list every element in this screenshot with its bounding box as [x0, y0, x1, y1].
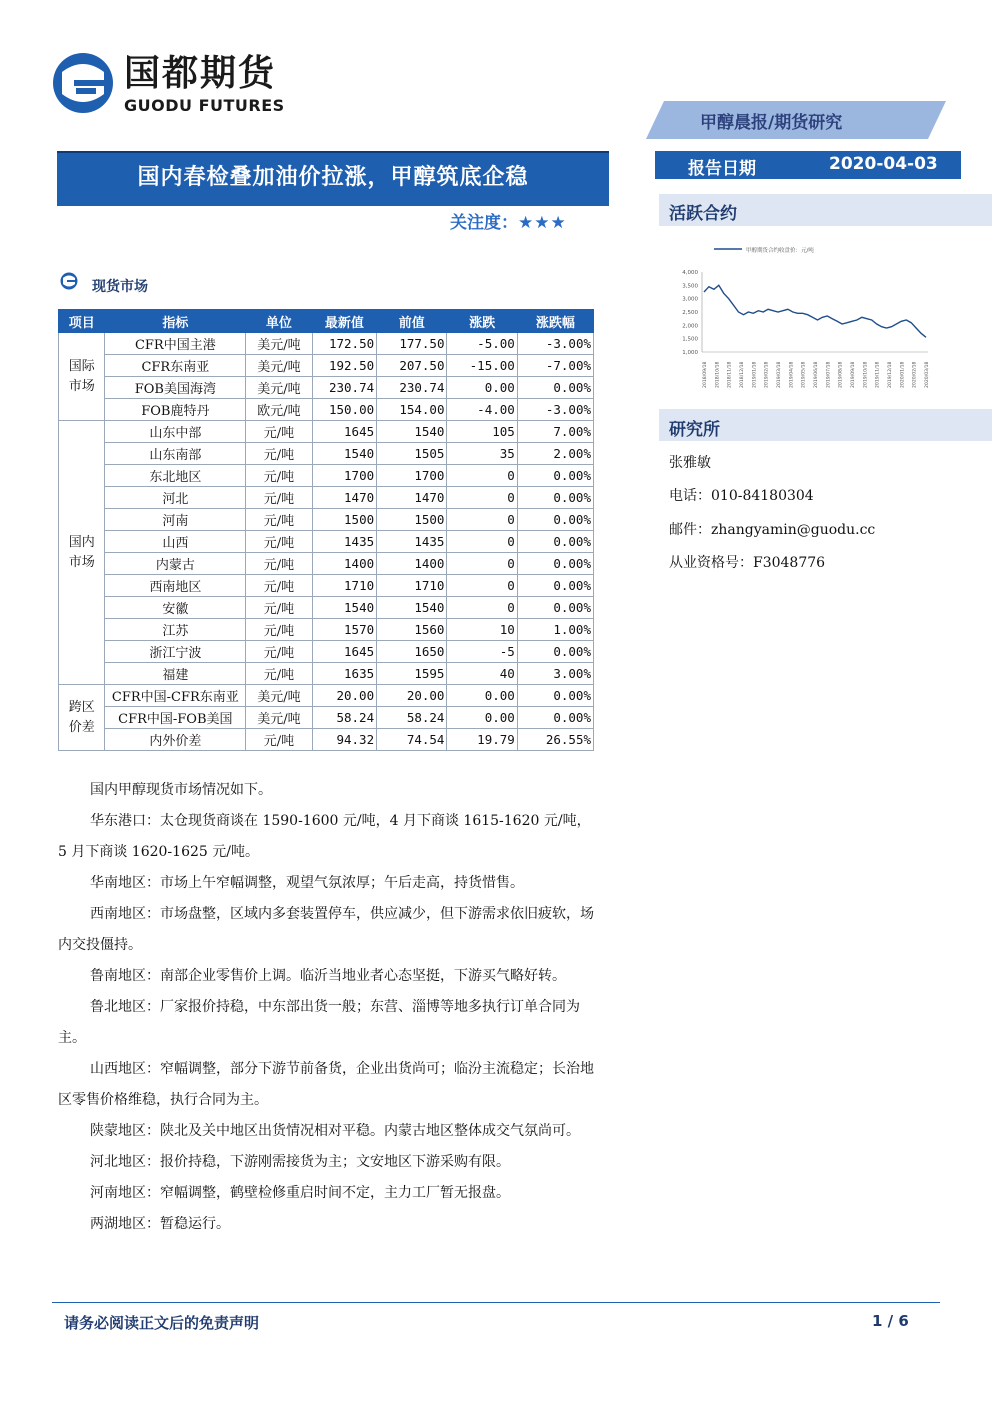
table-cell: 0.00%: [517, 685, 593, 707]
table-cell: 元/吨: [246, 553, 312, 575]
analyst-name: 张雅敏: [669, 455, 711, 471]
paragraph: 陕蒙地区：陕北及关中地区出货情况相对平稳。内蒙古地区整体成交气氛尚可。: [90, 1123, 580, 1139]
table-cell: 0: [447, 487, 517, 509]
active-contract-title: 活跃合约: [669, 204, 737, 224]
table-cell: 西南地区: [105, 575, 246, 597]
chart-y-tick-label: 4,000: [682, 270, 698, 276]
table-cell: 1645: [312, 641, 377, 663]
table-cell: 元/吨: [246, 487, 312, 509]
chart-x-tick-label: 2019/02/18: [764, 361, 770, 388]
table-cell: 安徽: [105, 597, 246, 619]
table-cell: 1400: [377, 553, 447, 575]
table-row: [59, 465, 594, 487]
table-cell: 元/吨: [246, 531, 312, 553]
table-cell: 内外价差: [105, 729, 246, 751]
chart-x-tick-label: 2018/12/18: [740, 361, 745, 388]
paragraph: 鲁南地区：南部企业零售价上调。临沂当地业者心态坚挺，下游买气略好转。: [90, 968, 566, 984]
chart-y-tick-label: 2,000: [682, 323, 698, 330]
group-label-line: 国际: [68, 358, 95, 374]
table-cell: 1700: [312, 465, 377, 487]
analyst-license: 从业资格号：F3048776: [669, 555, 826, 571]
table-row: [59, 729, 594, 751]
paragraph: 西南地区：市场盘整，区域内多套装置停车，供应减少，但下游需求依旧疲软，场内交投僵持。: [58, 906, 594, 953]
table-cell: 1.00%: [517, 619, 593, 641]
attention-label: 关注度：: [450, 213, 518, 233]
table-row: [59, 663, 594, 685]
table-row: [59, 421, 594, 443]
table-header: 涨跌: [447, 310, 517, 333]
table-row: [59, 707, 594, 729]
table-row: [59, 685, 594, 707]
table-cell: 58.24: [377, 707, 447, 729]
table-cell: 0.00: [447, 377, 517, 399]
chart-x-tick-label: 2019/09/18: [851, 361, 856, 388]
paragraph: 山西地区：窄幅调整，部分下游节前备货，企业出货尚可；临汾主流稳定；长治地区零售价格维稳，执行合同为主。: [58, 1061, 594, 1108]
table-row: [59, 333, 594, 355]
table-header: 涨跌幅: [517, 310, 593, 333]
table-header-row: [59, 310, 594, 333]
chart-x-tick-label: 2019/07/18: [826, 361, 832, 388]
table-cell: 172.50: [312, 333, 377, 355]
table-cell: 美元/吨: [246, 333, 312, 355]
table-row: [59, 619, 594, 641]
guodu-logo-icon: [52, 52, 114, 114]
table-header: 最新值: [312, 310, 377, 333]
table-cell: CFR中国-FOB美国: [105, 707, 246, 729]
table-cell: 元/吨: [246, 509, 312, 531]
report-title: 国内春检叠加油价拉涨，甲醇筑底企稳: [137, 164, 529, 190]
table-cell: 山东中部: [105, 421, 246, 443]
table-group-label: [59, 685, 105, 751]
table-header: 项目: [59, 310, 105, 333]
chart-x-tick-label: 2019/05/18: [801, 361, 807, 388]
table-row: [59, 597, 594, 619]
table-cell: 1400: [312, 553, 377, 575]
table-cell: 0: [447, 553, 517, 575]
group-label-line: 市场: [68, 378, 95, 394]
table-cell: 元/吨: [246, 663, 312, 685]
table-cell: 3.00%: [517, 663, 593, 685]
table-row: [59, 487, 594, 509]
table-cell: 35: [447, 443, 517, 465]
group-label-line: 国内: [68, 534, 95, 550]
table-cell: 内蒙古: [105, 553, 246, 575]
attention-stars: ★★★: [518, 213, 567, 233]
table-cell: 74.54: [377, 729, 447, 751]
chart-x-tick-label: 2019/01/18: [752, 361, 758, 388]
table-cell: CFR中国主港: [105, 333, 246, 355]
contract-price-chart: [660, 240, 940, 400]
table-cell: 105: [447, 421, 517, 443]
table-cell: 元/吨: [246, 421, 312, 443]
table-cell: -5.00: [447, 333, 517, 355]
table-cell: FOB鹿特丹: [105, 399, 246, 421]
chart-y-tick-label: 3,000: [682, 296, 698, 303]
table-cell: 河北: [105, 487, 246, 509]
table-cell: 元/吨: [246, 729, 312, 751]
table-cell: 58.24: [312, 707, 377, 729]
table-row: [59, 531, 594, 553]
attention-rating: [450, 208, 567, 233]
table-cell: 0: [447, 465, 517, 487]
table-cell: 150.00: [312, 399, 377, 421]
research-title: 研究所: [669, 420, 720, 440]
table-cell: 1710: [377, 575, 447, 597]
table-cell: 230.74: [377, 377, 447, 399]
table-cell: 1500: [377, 509, 447, 531]
chart-y-tick-label: 1,500: [682, 336, 698, 343]
chart-x-tick-label: 2020/03/18: [925, 361, 930, 388]
table-cell: 美元/吨: [246, 685, 312, 707]
table-cell: 40: [447, 663, 517, 685]
footer-divider: [52, 1302, 940, 1303]
report-category: 甲醇晨报/期货研究: [700, 113, 843, 133]
table-cell: 1595: [377, 663, 447, 685]
paragraph: 河北地区：报价持稳，下游刚需接货为主；文安地区下游采购有限。: [90, 1154, 510, 1170]
table-cell: 1650: [377, 641, 447, 663]
group-label-line: 跨区: [68, 699, 95, 715]
table-cell: 20.00: [312, 685, 377, 707]
paragraph: 华南地区：市场上午窄幅调整，观望气氛浓厚；午后走高，持货惜售。: [90, 875, 524, 891]
chart-x-tick-label: 2019/11/18: [875, 361, 881, 388]
table-cell: 欧元/吨: [246, 399, 312, 421]
table-cell: 1710: [312, 575, 377, 597]
chart-legend-label: 甲醇期货合约收盘价：元/吨: [746, 248, 814, 254]
paragraph: 河南地区：窄幅调整，鹤壁检修重启时间不定，主力工厂暂无报盘。: [90, 1185, 510, 1201]
table-cell: 0.00%: [517, 597, 593, 619]
table-cell: 1635: [312, 663, 377, 685]
table-cell: 0.00%: [517, 707, 593, 729]
table-cell: 20.00: [377, 685, 447, 707]
table-cell: 0.00%: [517, 377, 593, 399]
table-cell: 94.32: [312, 729, 377, 751]
table-cell: 元/吨: [246, 597, 312, 619]
table-cell: 154.00: [377, 399, 447, 421]
table-cell: 福建: [105, 663, 246, 685]
chart-x-tick-label: 2020/02/18: [912, 361, 918, 388]
table-cell: 江苏: [105, 619, 246, 641]
body-text: [58, 775, 598, 1240]
chart-x-tick-label: 2019/03/18: [777, 361, 782, 388]
chart-series-line: [704, 285, 926, 337]
table-row: [59, 553, 594, 575]
table-cell: 美元/吨: [246, 707, 312, 729]
analyst-email: 邮件：zhangyamin@guodu.cc: [669, 522, 876, 538]
table-cell: 0.00%: [517, 575, 593, 597]
table-group-label: [59, 421, 105, 685]
spot-market-table: [58, 309, 594, 751]
table-cell: 元/吨: [246, 619, 312, 641]
table-header: 前值: [377, 310, 447, 333]
table-cell: -3.00%: [517, 399, 593, 421]
table-cell: 0: [447, 531, 517, 553]
table-cell: 207.50: [377, 355, 447, 377]
table-row: [59, 399, 594, 421]
table-cell: -5: [447, 641, 517, 663]
paragraph: 国内甲醇现货市场情况如下。: [90, 782, 272, 798]
chart-x-tick-label: 2019/06/18: [814, 361, 819, 388]
chart-x-tick-label: 2019/08/18: [838, 361, 844, 388]
group-label-line: 市场: [68, 554, 95, 570]
table-row: [59, 509, 594, 531]
table-cell: -7.00%: [517, 355, 593, 377]
group-label-line: 价差: [68, 719, 95, 735]
table-cell: 1540: [312, 443, 377, 465]
table-cell: 0.00%: [517, 487, 593, 509]
table-header: 单位: [246, 310, 312, 333]
table-cell: 1505: [377, 443, 447, 465]
chart-y-tick-label: 3,500: [682, 283, 698, 290]
table-cell: 1570: [312, 619, 377, 641]
page-number: 1 / 6: [872, 1312, 909, 1330]
table-cell: 元/吨: [246, 575, 312, 597]
table-cell: 0.00%: [517, 531, 593, 553]
table-cell: 1435: [312, 531, 377, 553]
table-cell: 1645: [312, 421, 377, 443]
table-cell: 1540: [312, 597, 377, 619]
table-cell: 元/吨: [246, 443, 312, 465]
table-cell: 1470: [377, 487, 447, 509]
table-cell: -3.00%: [517, 333, 593, 355]
table-cell: 192.50: [312, 355, 377, 377]
table-cell: 0.00: [447, 685, 517, 707]
table-cell: 0: [447, 575, 517, 597]
table-cell: 山西: [105, 531, 246, 553]
table-cell: 河南: [105, 509, 246, 531]
chart-x-tick-label: 2019/04/18: [789, 361, 795, 388]
table-cell: 0.00%: [517, 641, 593, 663]
chart-x-tick-label: 2020/01/18: [900, 361, 906, 388]
table-header: 指标: [105, 310, 246, 333]
table-cell: CFR东南亚: [105, 355, 246, 377]
table-cell: 1700: [377, 465, 447, 487]
report-date-value: 2020-04-03: [829, 154, 938, 174]
table-cell: 2.00%: [517, 443, 593, 465]
table-cell: 230.74: [312, 377, 377, 399]
table-cell: 0.00: [447, 707, 517, 729]
table-cell: 美元/吨: [246, 377, 312, 399]
table-cell: CFR中国-CFR东南亚: [105, 685, 246, 707]
table-cell: 26.55%: [517, 729, 593, 751]
table-cell: 元/吨: [246, 641, 312, 663]
logo-english-name: GUODU FUTURES: [124, 96, 285, 115]
table-cell: 1540: [377, 597, 447, 619]
table-row: [59, 575, 594, 597]
chart-x-tick-label: 2019/10/18: [863, 361, 869, 388]
logo-chinese-name: 国都期货: [124, 53, 277, 94]
table-cell: 美元/吨: [246, 355, 312, 377]
chart-y-tick-label: 1,000: [682, 350, 698, 356]
chart-x-tick-label: 2019/12/18: [888, 361, 893, 388]
analyst-phone: 电话：010-84180304: [669, 488, 814, 504]
table-row: [59, 377, 594, 399]
paragraph: 华东港口：太仓现货商谈在 1590-1600 元/吨，4 月下商谈 1615-1620 元/吨，5 月下商谈 1620-1625 元/吨。: [58, 813, 591, 860]
table-cell: 177.50: [377, 333, 447, 355]
table-cell: 1470: [312, 487, 377, 509]
table-row: [59, 443, 594, 465]
footer-disclaimer: 请务必阅读正文后的免责声明: [64, 1314, 260, 1332]
table-cell: 7.00%: [517, 421, 593, 443]
chart-x-tick-label: 2018/11/18: [727, 361, 733, 388]
table-cell: 0: [447, 597, 517, 619]
table-cell: 1560: [377, 619, 447, 641]
table-row: [59, 641, 594, 663]
chart-x-tick-label: 2018/10/18: [715, 361, 721, 388]
table-cell: 19.79: [447, 729, 517, 751]
table-cell: 0.00%: [517, 465, 593, 487]
table-cell: 1435: [377, 531, 447, 553]
chart-y-tick-label: 2,500: [682, 310, 698, 316]
table-cell: -15.00: [447, 355, 517, 377]
table-cell: -4.00: [447, 399, 517, 421]
table-cell: 浙江宁波: [105, 641, 246, 663]
section-title: 现货市场: [92, 279, 148, 295]
table-cell: 元/吨: [246, 465, 312, 487]
section-logo-icon: [60, 272, 78, 290]
table-cell: 0.00%: [517, 509, 593, 531]
table-row: [59, 355, 594, 377]
table-group-label: [59, 333, 105, 421]
table-cell: 1500: [312, 509, 377, 531]
table-cell: 0: [447, 509, 517, 531]
paragraph: 两湖地区：暂稳运行。: [90, 1216, 230, 1232]
chart-x-tick-label: 2018/09/18: [703, 361, 708, 388]
table-cell: 东北地区: [105, 465, 246, 487]
table-cell: 10: [447, 619, 517, 641]
table-cell: 0.00%: [517, 553, 593, 575]
table-cell: 1540: [377, 421, 447, 443]
table-cell: 山东南部: [105, 443, 246, 465]
paragraph: 鲁北地区：厂家报价持稳，中东部出货一般；东营、淄博等地多执行订单合同为主。: [58, 999, 580, 1046]
table-cell: FOB美国海湾: [105, 377, 246, 399]
report-date-label: 报告日期: [688, 159, 756, 179]
